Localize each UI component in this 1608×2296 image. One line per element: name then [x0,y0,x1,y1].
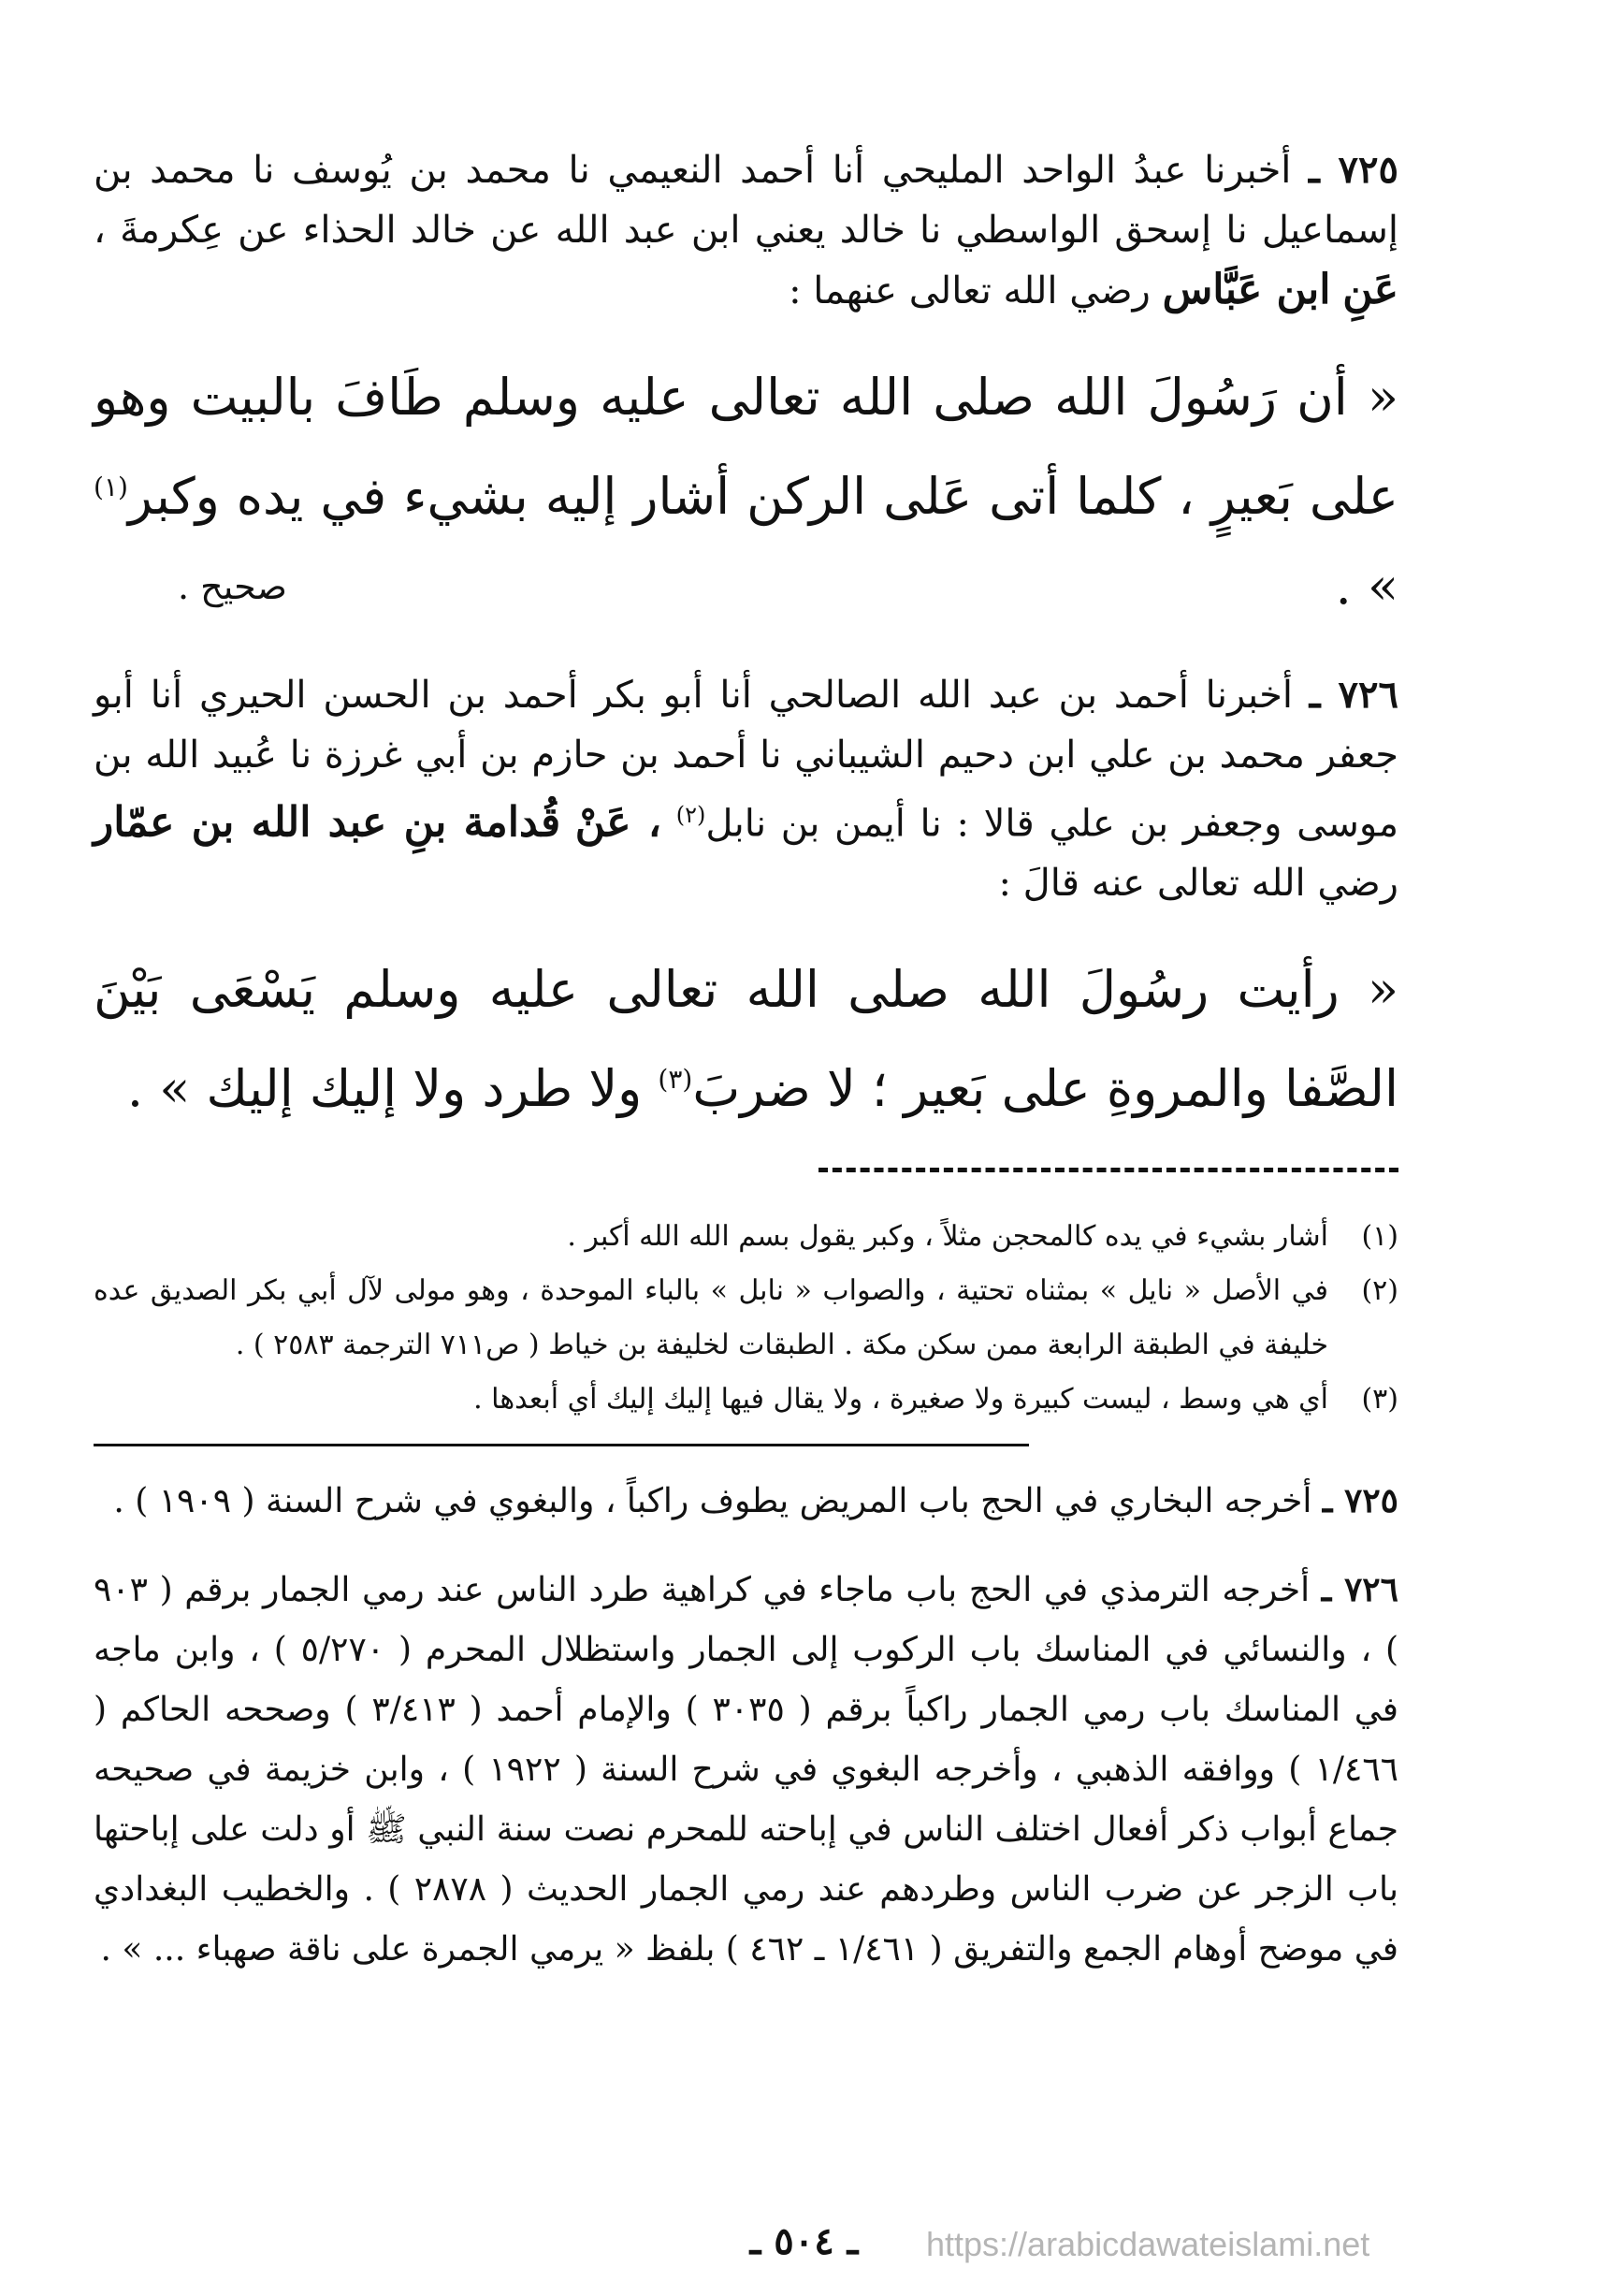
hadith-725-isnad [94,140,1398,321]
sahabi-name: ابن عَبَّاس [1162,266,1331,313]
footnote-number: (٣) [1361,1383,1398,1417]
takhrij-separator [94,1444,1029,1446]
hadith-number: ٧٢٥ ـ [1309,148,1398,192]
hadith-726-matn [94,945,1398,1134]
footnote-ref: (٢) [675,802,706,828]
footnote-text: أي هي وسط ، ليست كبيرة ولا صغيرة ، ولا يقال فيها إليك إليك أي أبعدها . [473,1383,1328,1417]
footnote-number: (٢) [1361,1274,1398,1308]
takhrij-number: ٧٢٦ ـ [1321,1570,1398,1610]
footnote-number: (١) [1361,1220,1398,1254]
watermark-url: https://arabicdawateislami.net [926,2225,1370,2263]
hadith-number: ٧٢٦ ـ [1309,673,1398,717]
matn-end: ولا طرد ولا إليك إليك » . [126,1059,643,1119]
isnad-text: أخبرنا عبدُ الواحد المليحي أنا أحمد النعيمي نا محمد بن يُوسف نا محمد بن إسماعيل نا إسحق الواسطي نا خالد يعني ابن عبد الله عن خالد الحذاء عن عِكرمةَ ، [94,149,1398,252]
footnote-ref: (٣) [658,1064,693,1096]
radi-text: رضي الله تعالى عنه قالَ : [998,862,1398,906]
hadith-726-isnad [94,665,1398,913]
page-content [94,140,1398,2008]
footnote [94,1264,1398,1373]
footnote-separator [818,1168,1398,1172]
matn-end: » . [1335,557,1398,616]
an-word: عَنِ [1342,266,1398,313]
footnote-ref: (١) [94,472,128,502]
takhrij-726 [94,1560,1398,1980]
sahabi-name: قُدامة بنِ عبد الله بن عمّار [94,798,561,847]
takhrij-725 [94,1471,1398,1532]
footnotes [94,1210,1398,1427]
footnote [94,1373,1398,1427]
footnote [94,1210,1398,1264]
hadith-725-matn [94,353,1398,632]
isnad-text: أخبرنا أحمد بن عبد الله الصالحي أنا أبو بكر أحمد بن الحسن الحيري أنا أبو جعفر محمد بن علي ابن دحيم الشيباني نا أحمد بن حازم بن أبي غرزة نا عُبيد الله بن موسى وجعفر بن علي قالا : نا أيمن بن نابل [94,674,1399,846]
footnote-text: في الأصل « نايل » بمثناه تحتية ، والصواب « نابل » بالباء الموحدة ، وهو مولى لآل أبي بكر الصديق عده خليفة في الطبقة الرابعة ممن سكن مكة . الطبقات لخليفة بن خياط ( ص٧١١ الترجمة ٢٥٨٣ ) . [94,1274,1328,1362]
matn-text: « أن رَسُولَ الله صلى الله تعالى عليه وسلم طَافَ بالبيت وهو على بَعيرٍ ، كلما أتى عَلى الركن أشار إليه بشيء في يده وكبر [94,368,1398,526]
an-word: ، عَنْ [574,798,662,847]
takhrij-text: أخرجه الترمذي في الحج باب ماجاء في كراهية طرد الناس عند رمي الجمار برقم ( ٩٠٣ ) ، والنسائي في المناسك باب الركوب إلى الجمار واستظلال المحرم ( ٥/٢٧٠ ) ، وابن ماجه في المناسك باب رمي الجمار راكباً برقم ( ٣٠٣٥ ) والإمام أحمد ( ٣/٤١٣ ) وصححه الحاكم ( ١/٤٦٦ ) ووافقه الذهبي ، وأخرجه البغوي في شرح السنة ( ١٩٢٢ ) ، وابن خزيمة في صحيحه جماع أبواب ذكر أفعال اختلف الناس في إباحته للمحرم نصت سنة النبي ﷺ أو دلت على إباحتها باب الزجر عن ضرب الناس وطردهم عند رمي الجمار الحديث ( ٢٨٧٨ ) . والخطيب البغدادي في موضح أوهام الجمع والتفريق ( ١/٤٦١ ـ ٤٦٢ ) بلفظ « يرمي الجمرة على ناقة صهباء ... » . [94,1571,1399,1969]
footnote-text: أشار بشيء في يده كالمحجن مثلاً ، وكبر يقول بسم الله الله أكبر . [567,1220,1328,1254]
takhrij-text: أخرجه البخاري في الحج باب المريض يطوف راكباً ، والبغوي في شرح السنة ( ١٩٠٩ ) . [113,1482,1312,1521]
radi-text: رضي الله تعالى عنهما : [789,269,1151,312]
grade-label: صحيح . [178,566,287,607]
takhrij-number: ٧٢٥ ـ [1322,1481,1398,1521]
matn-text: « رأيت رسُولَ الله صلى الله تعالى عليه وسلم يَسْعَى بَيْنَ الصَّفا والمروةِ على بَعير ؛ لا ضربَ [94,960,1398,1119]
page-number: ـ ٥٠٤ ـ [749,2219,859,2263]
